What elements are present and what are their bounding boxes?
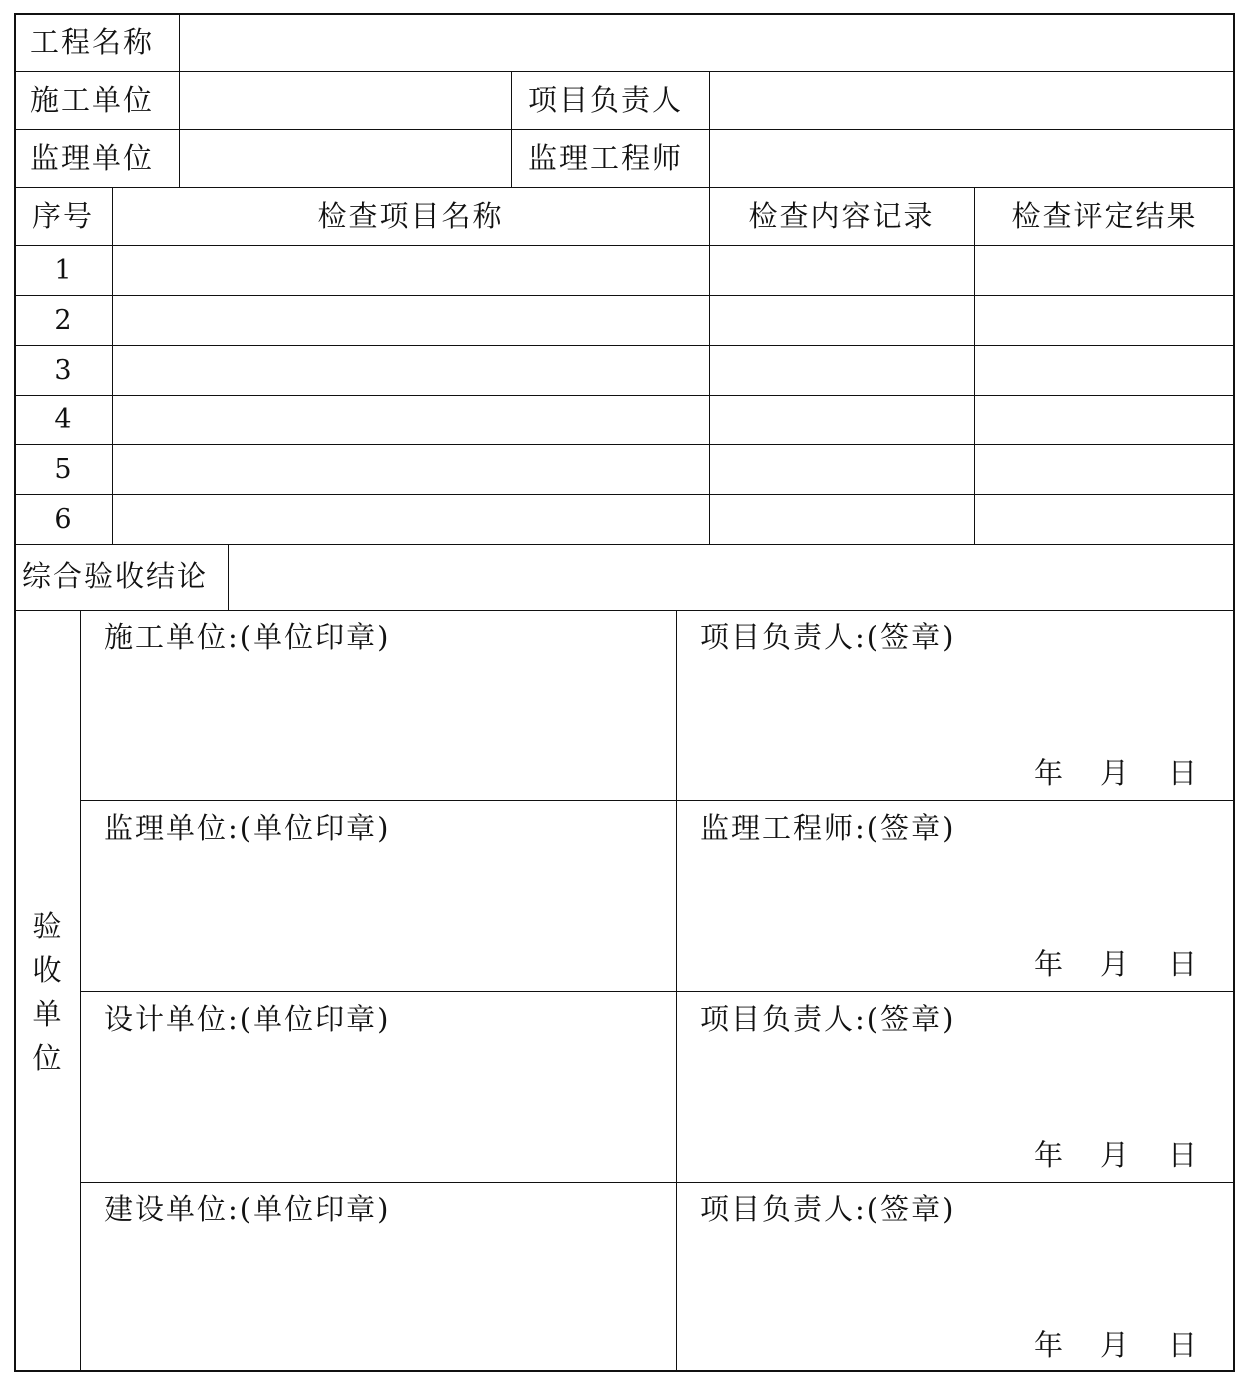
- record-cell[interactable]: [711, 247, 973, 294]
- signature-label: 监理工程师:(签章): [700, 811, 956, 845]
- result-cell[interactable]: [976, 446, 1234, 493]
- supervision-unit-field[interactable]: [192, 144, 502, 176]
- divider: [14, 345, 1235, 346]
- divider: [14, 395, 1235, 396]
- project-manager-label: 项目负责人: [528, 83, 684, 117]
- record-cell[interactable]: [711, 446, 973, 493]
- column-header-record: 检查内容记录: [748, 199, 935, 233]
- divider: [14, 295, 1235, 296]
- project-name-field[interactable]: [192, 28, 1222, 60]
- conclusion-label: 综合验收结论: [22, 559, 209, 593]
- row-number: 2: [54, 305, 72, 336]
- divider: [14, 71, 1235, 72]
- result-cell[interactable]: [976, 297, 1234, 344]
- divider: [14, 444, 1235, 445]
- construction-unit-field[interactable]: [192, 86, 502, 118]
- date-day: 日: [1168, 947, 1198, 981]
- unit-seal-label: 施工单位:(单位印章): [104, 620, 391, 654]
- divider: [80, 1182, 1235, 1183]
- divider: [14, 129, 1235, 130]
- item-name-cell[interactable]: [114, 247, 708, 294]
- project-name-label: 工程名称: [30, 25, 155, 59]
- project-manager-field[interactable]: [722, 86, 1222, 118]
- date-year: 年: [1034, 756, 1064, 790]
- divider: [179, 13, 180, 187]
- supervision-unit-label: 监理单位: [30, 141, 155, 175]
- signature-label: 项目负责人:(签章): [700, 620, 956, 654]
- record-cell[interactable]: [711, 496, 973, 543]
- conclusion-field[interactable]: [240, 562, 1225, 594]
- divider: [14, 245, 1235, 246]
- date-year: 年: [1034, 1138, 1064, 1172]
- date-month: 月: [1100, 756, 1130, 790]
- divider: [228, 544, 229, 610]
- item-name-cell[interactable]: [114, 297, 708, 344]
- divider: [974, 187, 975, 544]
- divider: [80, 800, 1235, 801]
- column-header-no: 序号: [31, 199, 94, 233]
- supervision-engineer-field[interactable]: [722, 144, 1222, 176]
- divider: [14, 610, 1235, 611]
- result-cell[interactable]: [976, 247, 1234, 294]
- divider: [80, 991, 1235, 992]
- row-number: 4: [54, 404, 72, 435]
- divider: [80, 610, 81, 1372]
- result-cell[interactable]: [976, 347, 1234, 394]
- divider: [14, 187, 1235, 188]
- result-cell[interactable]: [976, 496, 1234, 543]
- acceptance-units-label: 验 收 单 位: [32, 909, 62, 1075]
- row-number: 1: [54, 255, 72, 286]
- date-year: 年: [1034, 947, 1064, 981]
- row-number: 3: [54, 355, 72, 386]
- item-name-cell[interactable]: [114, 496, 708, 543]
- divider: [14, 544, 1235, 545]
- date-day: 日: [1168, 1138, 1198, 1172]
- unit-seal-label: 设计单位:(单位印章): [104, 1002, 391, 1036]
- divider: [676, 610, 677, 1372]
- column-header-result: 检查评定结果: [1011, 199, 1198, 233]
- item-name-cell[interactable]: [114, 397, 708, 443]
- date-month: 月: [1100, 1328, 1130, 1362]
- divider: [709, 71, 710, 544]
- item-name-cell[interactable]: [114, 347, 708, 394]
- divider: [112, 187, 113, 544]
- unit-seal-label: 建设单位:(单位印章): [104, 1192, 391, 1226]
- date-month: 月: [1100, 947, 1130, 981]
- record-cell[interactable]: [711, 397, 973, 443]
- row-number: 6: [54, 504, 72, 535]
- record-cell[interactable]: [711, 297, 973, 344]
- construction-unit-label: 施工单位: [30, 83, 155, 117]
- date-year: 年: [1034, 1328, 1064, 1362]
- signature-label: 项目负责人:(签章): [700, 1192, 956, 1226]
- result-cell[interactable]: [976, 397, 1234, 443]
- record-cell[interactable]: [711, 347, 973, 394]
- date-day: 日: [1168, 1328, 1198, 1362]
- date-day: 日: [1168, 756, 1198, 790]
- item-name-cell[interactable]: [114, 446, 708, 493]
- column-header-item-name: 检查项目名称: [317, 199, 504, 233]
- date-month: 月: [1100, 1138, 1130, 1172]
- supervision-engineer-label: 监理工程师: [528, 141, 684, 175]
- unit-seal-label: 监理单位:(单位印章): [104, 811, 391, 845]
- divider: [511, 71, 512, 187]
- divider: [14, 494, 1235, 495]
- signature-label: 项目负责人:(签章): [700, 1002, 956, 1036]
- row-number: 5: [54, 454, 72, 485]
